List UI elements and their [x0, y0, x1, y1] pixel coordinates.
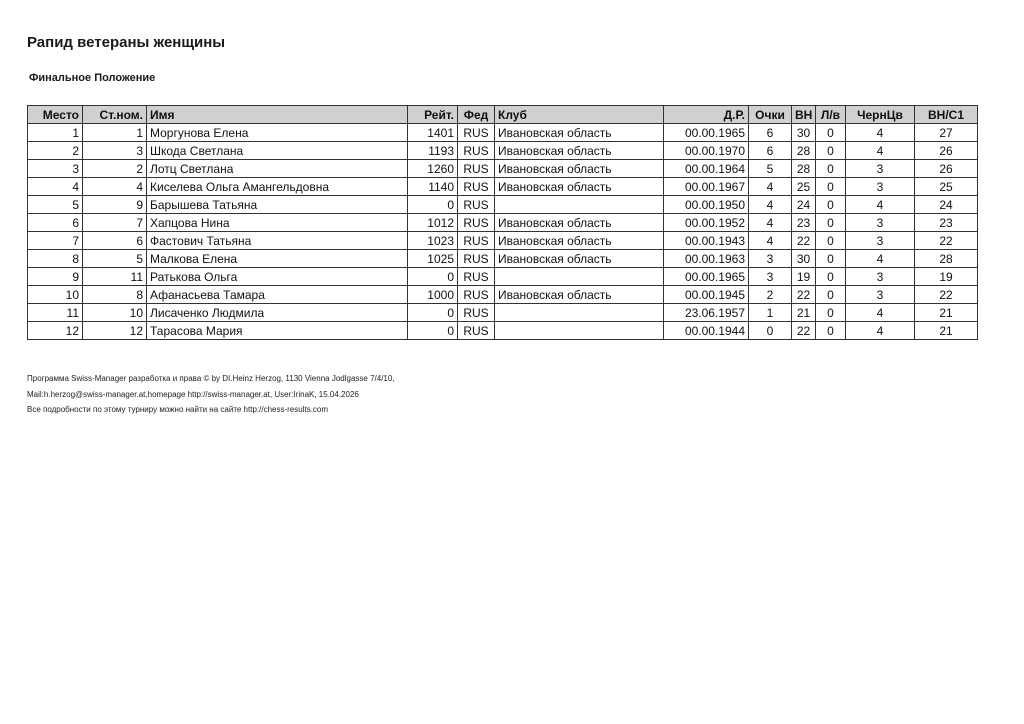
cell-place: 3	[28, 160, 83, 178]
cell-wins: 0	[816, 178, 846, 196]
cell-birth: 23.06.1957	[664, 304, 749, 322]
cell-start-no: 3	[83, 142, 147, 160]
cell-blacks: 3	[846, 160, 915, 178]
cell-points: 3	[749, 268, 792, 286]
cell-birth: 00.00.1952	[664, 214, 749, 232]
col-header-points: Очки	[749, 106, 792, 124]
cell-bh: 28	[792, 160, 816, 178]
cell-wins: 0	[816, 124, 846, 142]
cell-bh: 22	[792, 286, 816, 304]
cell-blacks: 3	[846, 286, 915, 304]
cell-birth: 00.00.1943	[664, 232, 749, 250]
table-row	[28, 268, 978, 286]
cell-rating: 1193	[408, 142, 458, 160]
table-row	[28, 232, 978, 250]
col-header-birth: Д.Р.	[664, 106, 749, 124]
page-subtitle: Финальное Положение	[29, 72, 156, 84]
col-header-bh-c1: ВН/С1	[915, 106, 978, 124]
cell-bh: 24	[792, 196, 816, 214]
table-row	[28, 160, 978, 178]
table-row	[28, 142, 978, 160]
cell-place: 10	[28, 286, 83, 304]
cell-start-no: 7	[83, 214, 147, 232]
cell-place: 4	[28, 178, 83, 196]
cell-blacks: 4	[846, 304, 915, 322]
cell-bh: 30	[792, 124, 816, 142]
col-header-name: Имя	[147, 106, 408, 124]
cell-bh-c1: 22	[915, 286, 978, 304]
col-header-fed: Фед	[458, 106, 495, 124]
col-header-rating: Рейт.	[408, 106, 458, 124]
footer-line-results: Все подробности по этому турниру можно найти на сайте http://chess-results.com	[27, 405, 329, 414]
cell-points: 6	[749, 142, 792, 160]
col-header-bh: ВН	[792, 106, 816, 124]
cell-bh-c1: 26	[915, 142, 978, 160]
cell-club: Ивановская область	[495, 286, 664, 304]
cell-points: 0	[749, 322, 792, 340]
table-row	[28, 178, 978, 196]
cell-fed: RUS	[458, 232, 495, 250]
cell-points: 2	[749, 286, 792, 304]
cell-wins: 0	[816, 322, 846, 340]
cell-bh-c1: 25	[915, 178, 978, 196]
table-row	[28, 196, 978, 214]
cell-blacks: 3	[846, 178, 915, 196]
cell-name: Барышева Татьяна	[147, 196, 408, 214]
cell-rating: 1000	[408, 286, 458, 304]
cell-place: 9	[28, 268, 83, 286]
cell-fed: RUS	[458, 304, 495, 322]
cell-birth: 00.00.1963	[664, 250, 749, 268]
cell-name: Фастович Татьяна	[147, 232, 408, 250]
cell-name: Ратькова Ольга	[147, 268, 408, 286]
cell-bh: 23	[792, 214, 816, 232]
cell-birth: 00.00.1964	[664, 160, 749, 178]
cell-club	[495, 304, 664, 322]
table-row	[28, 214, 978, 232]
cell-blacks: 3	[846, 232, 915, 250]
cell-place: 8	[28, 250, 83, 268]
table-row	[28, 286, 978, 304]
cell-bh: 22	[792, 322, 816, 340]
cell-bh-c1: 23	[915, 214, 978, 232]
cell-birth: 00.00.1965	[664, 268, 749, 286]
cell-birth: 00.00.1950	[664, 196, 749, 214]
cell-wins: 0	[816, 304, 846, 322]
cell-fed: RUS	[458, 214, 495, 232]
cell-fed: RUS	[458, 196, 495, 214]
cell-club	[495, 268, 664, 286]
cell-wins: 0	[816, 214, 846, 232]
cell-points: 3	[749, 250, 792, 268]
cell-bh-c1: 26	[915, 160, 978, 178]
cell-wins: 0	[816, 142, 846, 160]
cell-wins: 0	[816, 286, 846, 304]
table-row	[28, 322, 978, 340]
cell-name: Лотц Светлана	[147, 160, 408, 178]
cell-bh-c1: 22	[915, 232, 978, 250]
cell-name: Лисаченко Людмила	[147, 304, 408, 322]
cell-start-no: 6	[83, 232, 147, 250]
table-row	[28, 124, 978, 142]
cell-bh: 28	[792, 142, 816, 160]
cell-club: Ивановская область	[495, 160, 664, 178]
cell-club	[495, 196, 664, 214]
cell-fed: RUS	[458, 322, 495, 340]
cell-name: Малкова Елена	[147, 250, 408, 268]
cell-name: Тарасова Мария	[147, 322, 408, 340]
cell-rating: 1023	[408, 232, 458, 250]
cell-wins: 0	[816, 232, 846, 250]
cell-club: Ивановская область	[495, 214, 664, 232]
cell-club: Ивановская область	[495, 142, 664, 160]
cell-bh: 22	[792, 232, 816, 250]
cell-blacks: 4	[846, 322, 915, 340]
cell-birth: 00.00.1945	[664, 286, 749, 304]
cell-points: 4	[749, 178, 792, 196]
cell-rating: 0	[408, 304, 458, 322]
cell-points: 4	[749, 232, 792, 250]
footer-line-contact: Mail:h.herzog@swiss-manager.at,homepage http://swiss-manager.at, User:IrinaK, 15.04.2026	[27, 390, 359, 399]
cell-points: 4	[749, 196, 792, 214]
cell-place: 11	[28, 304, 83, 322]
cell-bh-c1: 21	[915, 322, 978, 340]
table-row	[28, 250, 978, 268]
cell-points: 6	[749, 124, 792, 142]
cell-start-no: 12	[83, 322, 147, 340]
cell-place: 7	[28, 232, 83, 250]
col-header-club: Клуб	[495, 106, 664, 124]
standings-table	[27, 105, 978, 340]
cell-fed: RUS	[458, 142, 495, 160]
cell-blacks: 4	[846, 196, 915, 214]
cell-points: 1	[749, 304, 792, 322]
footer-line-software: Программа Swiss-Manager разработка и права © by DI.Heinz Herzog, 1130 Vienna Jodlgasse 7/4/10,	[27, 374, 395, 383]
cell-rating: 1140	[408, 178, 458, 196]
cell-club: Ивановская область	[495, 232, 664, 250]
cell-place: 1	[28, 124, 83, 142]
cell-fed: RUS	[458, 286, 495, 304]
cell-blacks: 4	[846, 124, 915, 142]
cell-birth: 00.00.1965	[664, 124, 749, 142]
cell-fed: RUS	[458, 124, 495, 142]
cell-club: Ивановская область	[495, 124, 664, 142]
cell-start-no: 11	[83, 268, 147, 286]
page-title: Рапид ветераны женщины	[27, 34, 226, 51]
cell-name: Афанасьева Тамара	[147, 286, 408, 304]
table-body	[28, 124, 978, 340]
cell-bh-c1: 24	[915, 196, 978, 214]
cell-start-no: 8	[83, 286, 147, 304]
cell-club	[495, 322, 664, 340]
cell-wins: 0	[816, 196, 846, 214]
table-header-row	[28, 106, 978, 124]
cell-rating: 1025	[408, 250, 458, 268]
cell-bh-c1: 27	[915, 124, 978, 142]
col-header-place: Место	[28, 106, 83, 124]
col-header-wins: Л/в	[816, 106, 846, 124]
cell-place: 12	[28, 322, 83, 340]
cell-points: 4	[749, 214, 792, 232]
cell-wins: 0	[816, 268, 846, 286]
cell-blacks: 4	[846, 250, 915, 268]
cell-wins: 0	[816, 250, 846, 268]
cell-fed: RUS	[458, 268, 495, 286]
cell-bh-c1: 21	[915, 304, 978, 322]
cell-rating: 1401	[408, 124, 458, 142]
cell-wins: 0	[816, 160, 846, 178]
cell-bh: 21	[792, 304, 816, 322]
cell-name: Хапцова Нина	[147, 214, 408, 232]
cell-start-no: 2	[83, 160, 147, 178]
cell-start-no: 5	[83, 250, 147, 268]
cell-bh: 30	[792, 250, 816, 268]
cell-name: Киселева Ольга Амангельдовна	[147, 178, 408, 196]
cell-fed: RUS	[458, 250, 495, 268]
cell-club: Ивановская область	[495, 178, 664, 196]
cell-birth: 00.00.1944	[664, 322, 749, 340]
cell-place: 5	[28, 196, 83, 214]
cell-bh: 25	[792, 178, 816, 196]
cell-blacks: 4	[846, 142, 915, 160]
cell-bh-c1: 19	[915, 268, 978, 286]
cell-blacks: 3	[846, 214, 915, 232]
cell-points: 5	[749, 160, 792, 178]
cell-bh: 19	[792, 268, 816, 286]
table-row	[28, 304, 978, 322]
cell-start-no: 10	[83, 304, 147, 322]
cell-rating: 0	[408, 268, 458, 286]
cell-name: Моргунова Елена	[147, 124, 408, 142]
cell-birth: 00.00.1970	[664, 142, 749, 160]
cell-fed: RUS	[458, 178, 495, 196]
cell-fed: RUS	[458, 160, 495, 178]
cell-bh-c1: 28	[915, 250, 978, 268]
cell-rating: 0	[408, 322, 458, 340]
cell-start-no: 4	[83, 178, 147, 196]
cell-club: Ивановская область	[495, 250, 664, 268]
cell-rating: 1260	[408, 160, 458, 178]
cell-place: 2	[28, 142, 83, 160]
cell-start-no: 1	[83, 124, 147, 142]
cell-name: Шкода Светлана	[147, 142, 408, 160]
cell-rating: 0	[408, 196, 458, 214]
col-header-blacks: ЧернЦв	[846, 106, 915, 124]
cell-start-no: 9	[83, 196, 147, 214]
cell-birth: 00.00.1967	[664, 178, 749, 196]
cell-blacks: 3	[846, 268, 915, 286]
col-header-start-no: Ст.ном.	[83, 106, 147, 124]
cell-rating: 1012	[408, 214, 458, 232]
cell-place: 6	[28, 214, 83, 232]
